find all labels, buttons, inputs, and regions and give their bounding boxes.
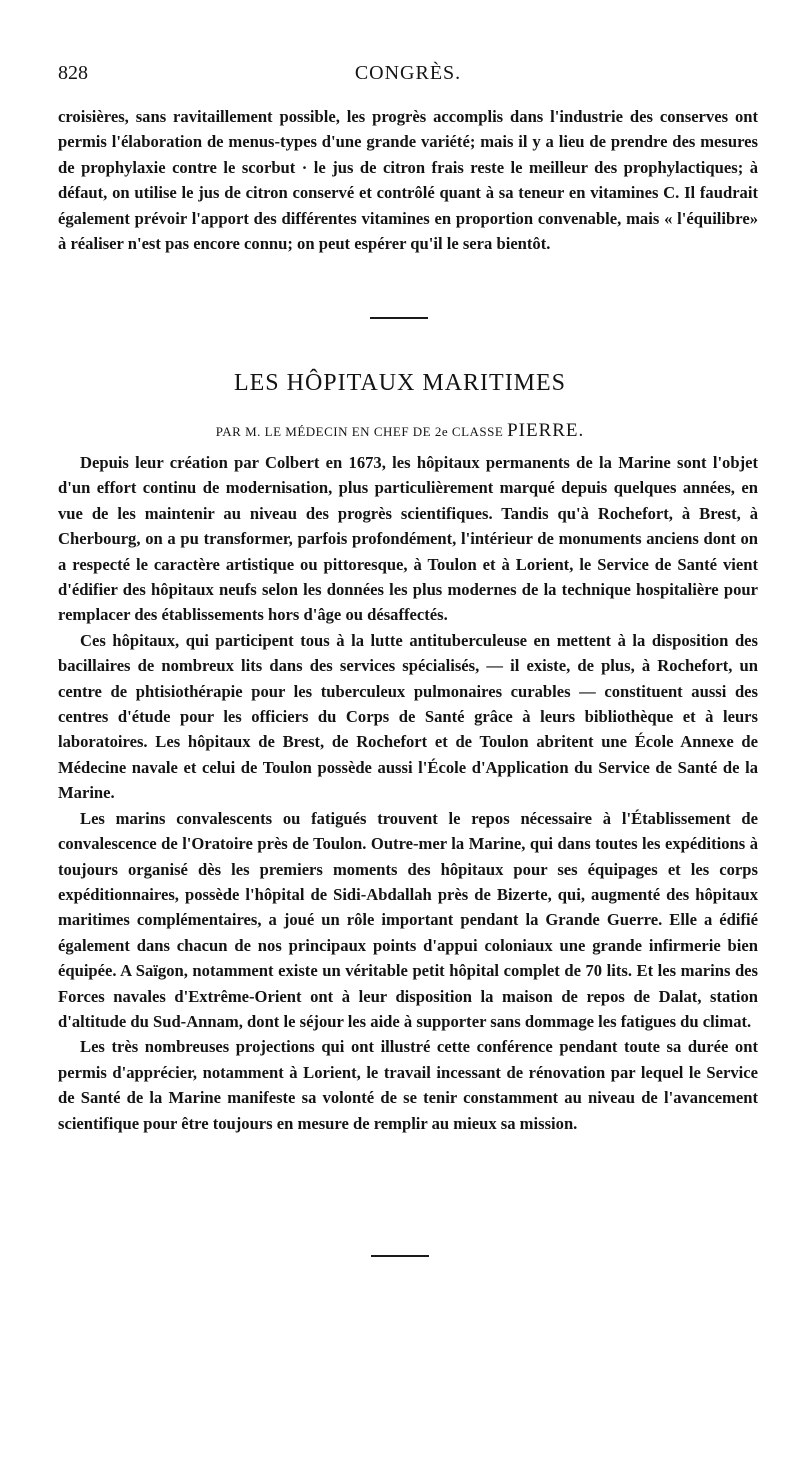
running-title: CONGRÈS. [354,62,462,84]
section-divider [370,317,428,319]
article-byline [0,420,800,442]
end-divider [371,1255,429,1257]
byline-prefix: PAR M. LE MÉDECIN EN CHEF DE 2e CLASSE [215,424,504,439]
byline-author: PIERRE. [507,420,585,441]
article-body [58,450,758,1136]
article-title: LES HÔPITAUX MARITIMES [233,370,567,396]
article-paragraph: Depuis leur création par Colbert en 1673, les hôpitaux permanents de la Marine sont l'objet d'un effort continu de modernisation, plus particulièrement marqué depuis quelques années, en vue de les maintenir au niveau des progrès scientifiques. Tandis qu'à Rochefort, à Brest, à Cherbourg, on a pu transformer, parfois profondément, l'intérieur de monuments anciens dont on a respecté le caractère artistique ou pittoresque, à Toulon et à Lorient, le Service de Santé vient d'édifier des hôpitaux neufs selon les données les plus modernes de la technique hospitalière pour remplacer des établissements hors d'âge ou désaffectés. [58,453,758,625]
article-paragraph: Ces hôpitaux, qui participent tous à la lutte antituberculeuse en mettent à la disposition des bacillaires de nombreux lits dans des services spécialisés, — il existe, de plus, à Rochefort, un centre de phtisiothérapie pour les tuberculeux pulmonaires curables — constituent aussi des centres d'étude pour les officiers du Corps de Santé grâce à leurs bibliothèque et à leurs laboratoires. Les hôpitaux de Brest, de Rochefort et de Toulon abritent une École Annexe de Médecine navale et celui de Toulon possède aussi l'École d'Application du Service de Santé de la Marine. [58,630,758,803]
running-head [58,62,758,88]
page-number: 828 [58,62,88,84]
intro-paragraph: croisières, sans ravitaillement possible, les progrès accomplis dans l'industrie des conserves ont permis l'élaboration de menus-types d'une grande variété; mais il y a lieu de prendre des mesures de prophylaxie contre le scorbut · le jus de citron frais reste le meilleur des prophylactiques; à défaut, on utilise le jus de citron conservé et contrôlé quant à sa teneur en vitamines C. Il faudrait également prévoir l'apport des différentes vitamines en proportion convenable, mais « l'équilibre» à réaliser n'est pas encore connu; on peut espérer qu'il le sera bientôt. [58,107,758,254]
article-paragraph: Les marins convalescents ou fatigués trouvent le repos nécessaire à l'Établissement de convalescence de l'Oratoire près de Toulon. Outre-mer la Marine, qui dans toutes les expéditions à toujours organisé dès les premiers moments des hôpitaux pour ses équipages et les corps expéditionnaires, possède l'hôpital de Sidi-Abdallah près de Bizerte, qui, augmenté des hôpitaux maritimes complémentaires, a joué un rôle important pendant la Grande Guerre. Elle a édifié également dans chacun de nos principaux points d'appui coloniaux une grande infirmerie bien équipée. A Saïgon, notamment existe un véritable petit hôpital complet de 70 lits. Et les marins des Forces navales d'Extrême-Orient ont à leur disposition la maison de repos de Dalat, station d'altitude du Sud-Annam, dont le séjour les aide à supporter sans dommage les fatigues du climat. [58,808,758,1031]
article-paragraph: Les très nombreuses projections qui ont illustré cette conférence pendant toute sa durée ont permis d'apprécier, notamment à Lorient, le travail incessant de rénovation par lequel le Service de Santé de la Marine manifeste sa volonté de se tenir constamment au niveau de l'avancement scientifique pour être toujours en mesure de remplir au mieux sa mission. [58,1037,758,1133]
